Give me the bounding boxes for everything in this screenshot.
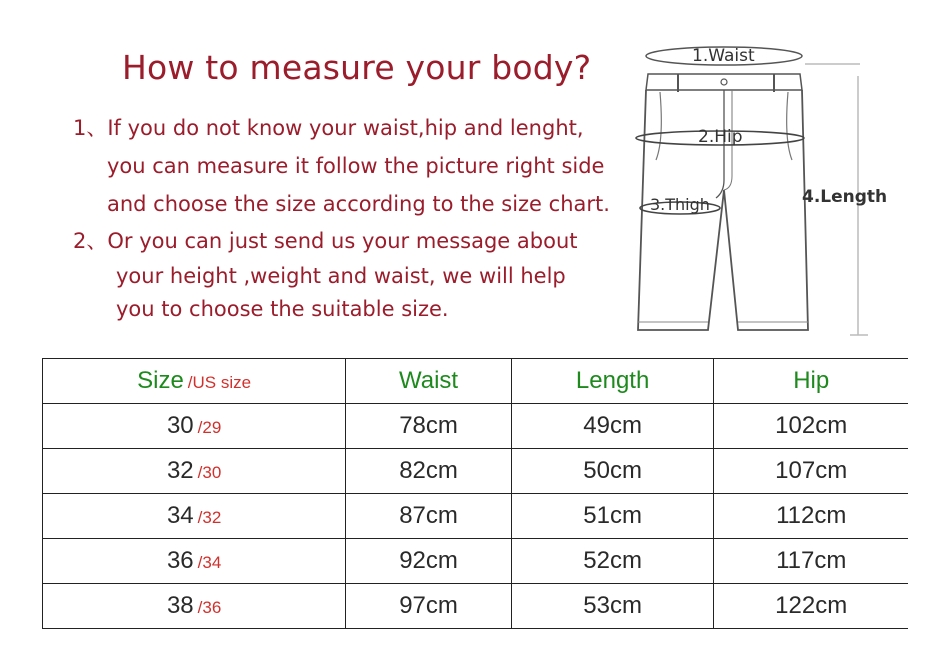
instruction-line: you can measure it follow the picture right side xyxy=(107,154,605,178)
header-size xyxy=(43,359,346,404)
hip-cell: 117cm xyxy=(714,539,908,584)
page-title: How to measure your body? xyxy=(122,48,592,87)
table-row xyxy=(43,449,909,494)
size-cell xyxy=(43,404,346,449)
size-chart-table xyxy=(42,358,908,629)
waist-cell: 82cm xyxy=(346,449,512,494)
us-size-value: /30 xyxy=(197,463,222,482)
instruction-line: your height ,weight and waist, we will help xyxy=(116,264,566,288)
size-value: 32 xyxy=(166,457,194,484)
size-value: 36 xyxy=(166,547,194,574)
table-row xyxy=(43,539,909,584)
length-cell: 52cm xyxy=(511,539,714,584)
size-cell xyxy=(43,494,346,539)
us-size-value: /36 xyxy=(197,598,222,617)
size-value: 34 xyxy=(166,502,194,529)
table-header-row xyxy=(43,359,909,404)
us-size-header-label: /US size xyxy=(187,373,252,392)
instruction-line: and choose the size according to the size chart. xyxy=(107,192,610,216)
hip-cell: 107cm xyxy=(714,449,908,494)
waist-label: 1.Waist xyxy=(692,46,755,66)
size-header-label: Size xyxy=(137,367,184,394)
size-value: 30 xyxy=(166,412,194,439)
table-row xyxy=(43,404,909,449)
hip-cell: 102cm xyxy=(714,404,908,449)
length-cell: 51cm xyxy=(511,494,714,539)
length-cell: 53cm xyxy=(511,584,714,629)
size-value: 38 xyxy=(166,592,194,619)
waist-cell: 97cm xyxy=(346,584,512,629)
instruction-line: 2、Or you can just send us your message about xyxy=(73,229,578,253)
hip-cell: 112cm xyxy=(714,494,908,539)
hip-label: 2.Hip xyxy=(698,127,743,147)
waist-cell: 78cm xyxy=(346,404,512,449)
length-cell: 49cm xyxy=(511,404,714,449)
size-cell xyxy=(43,584,346,629)
thigh-label: 3.Thigh xyxy=(650,195,710,214)
us-size-value: /34 xyxy=(197,553,222,572)
size-cell xyxy=(43,539,346,584)
us-size-value: /32 xyxy=(197,508,222,527)
waist-cell: 87cm xyxy=(346,494,512,539)
header-waist: Waist xyxy=(346,359,512,404)
us-size-value: /29 xyxy=(197,418,222,437)
instruction-line: you to choose the suitable size. xyxy=(116,297,449,321)
header-hip: Hip xyxy=(714,359,908,404)
instruction-line: 1、If you do not know your waist,hip and lenght, xyxy=(73,116,584,140)
waist-cell: 92cm xyxy=(346,539,512,584)
size-cell xyxy=(43,449,346,494)
shorts-measurement-diagram xyxy=(620,30,920,345)
length-cell: 50cm xyxy=(511,449,714,494)
length-label: 4.Length xyxy=(802,187,888,207)
hip-cell: 122cm xyxy=(714,584,908,629)
table-row xyxy=(43,584,909,629)
table-row xyxy=(43,494,909,539)
header-length: Length xyxy=(511,359,714,404)
